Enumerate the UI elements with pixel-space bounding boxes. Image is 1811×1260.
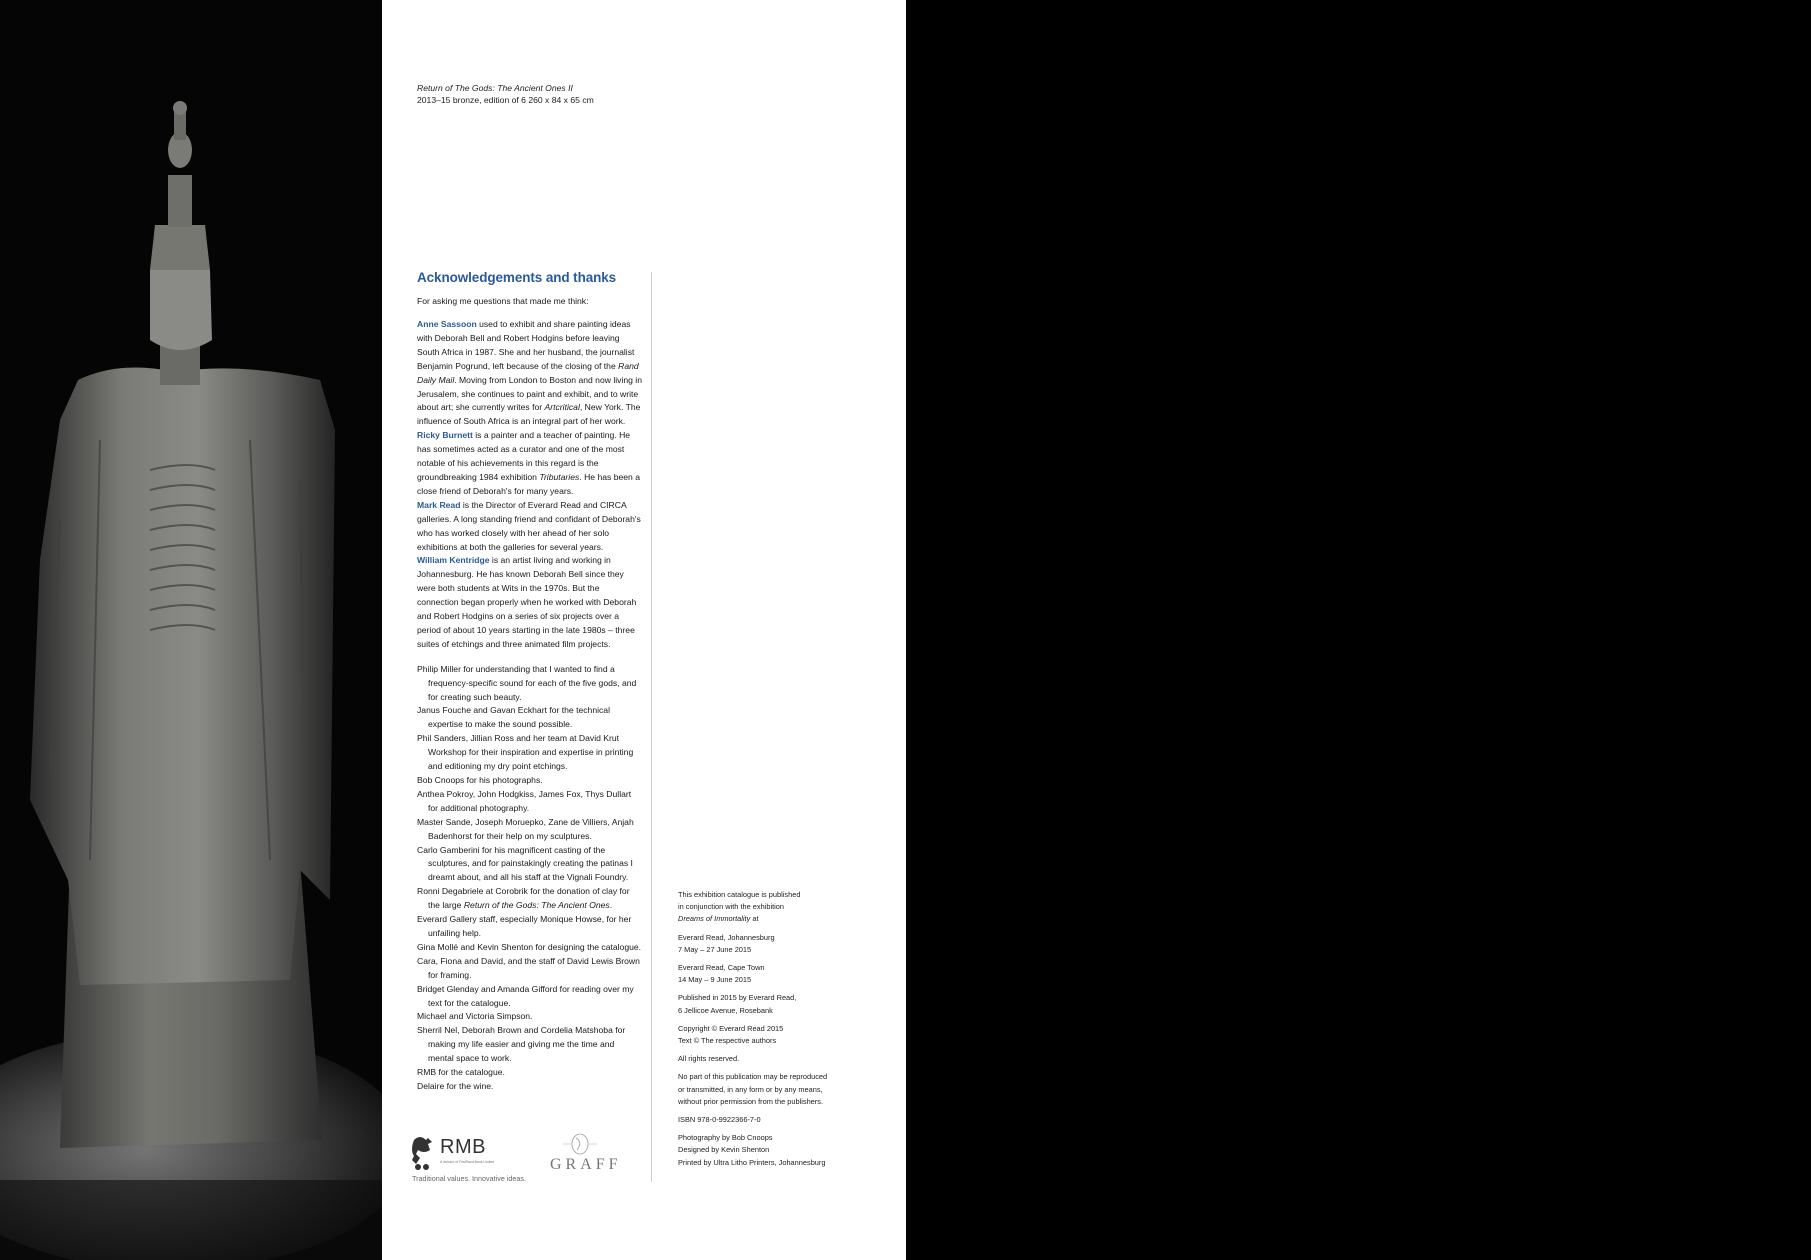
acknowledgements-heading: Acknowledgements and thanks — [417, 270, 617, 285]
colophon-publisher: Published in 2015 by Everard Read, 6 Jellicoe Avenue, Rosebank — [678, 993, 797, 1015]
bio-name: Mark Read — [417, 499, 461, 510]
sculpture-photo — [0, 0, 382, 1260]
thanks-item: Everard Gallery staff, especially Monique Howse, for her unfailing help. — [417, 914, 632, 938]
thanks-item: Michael and Victoria Simpson. — [417, 1011, 533, 1022]
blank-right-area — [906, 0, 1811, 1260]
colophon — [678, 889, 863, 1175]
sculpture-image — [0, 0, 382, 1260]
thanks-item: RMB for the catalogue. — [417, 1067, 505, 1078]
thanks-item: Philip Miller for understanding that I wanted to find a frequency-specific sound for each of the five gods, and for creating such beauty. — [417, 663, 637, 702]
bio-mark-read: Mark Read is the Director of Everard Read and CIRCA galleries. A long standing friend and confidant of Deborah's who has worked closely with her ahead of her solo exhibitions at both the galleries for several years. — [417, 499, 641, 552]
bio-name: William Kentridge — [417, 555, 490, 566]
colophon-notice: No part of this publication may be reproduced or transmitted, in any form or by any means, without prior permission from the publishers. — [678, 1072, 828, 1106]
thanks-item: Carlo Gamberini for his magnificent casting of the sculptures, and for painstakingly creating the patinas I dreamt about, and all his staff at the Vignali Foundry. — [417, 844, 633, 883]
bio-ricky-burnett: Ricky Burnett is a painter and a teacher of painting. He has sometimes acted as a curator and one of the most notable of his achievements in this regard is the groundbreaking 1984 exhibition Tributaries. He has been a close friend of Deborah's for many years. — [417, 430, 640, 496]
thanks-item: Phil Sanders, Jillian Ross and her team at David Krut Workshop for their inspiration and expertise in printing and editioning my dry point etchings. — [417, 733, 634, 772]
thanks-item: Sherril Nel, Deborah Brown and Cordelia Matshoba for making my life easier and giving me the time and mental space to work. — [417, 1025, 626, 1064]
colophon-copyright: Copyright © Everard Read 2015 Text © The respective authors — [678, 1023, 784, 1046]
thanks-item: Master Sande, Joseph Moruepko, Zane de Villiers, Anjah Badenhorst for their help on my sculptures. — [417, 816, 634, 841]
thanks-item: Delaire for the wine. — [417, 1080, 494, 1091]
thanks-item: Gina Mollé and Kevin Shenton for designing the catalogue. — [417, 941, 642, 952]
column-divider — [651, 272, 652, 1182]
artwork-details: 2013–15 bronze, edition of 6 260 x 84 x 65 cm — [417, 95, 594, 105]
bio-anne-sassoon: Anne Sassoon used to exhibit and share painting ideas with Deborah Bell and Robert Hodgins before leaving South Africa in 1987. She and her husband, the journalist Benjamin Pogrund, left because of the closing of the Rand Daily Mail. Moving from London to Boston and now living in Jerusalem, she continues to paint and exhibit, and to write about art; she currently writes for Artcritical, New York. The influence of South Africa is an integral part of her work. — [417, 319, 642, 427]
rmb-subtitle: A division of FirstRand Bank Limited — [440, 1160, 495, 1164]
colophon-credits: Photography by Bob Cnoops Designed by Kevin Shenton Printed by Ultra Litho Printers, Johannesburg — [678, 1133, 826, 1167]
colophon-isbn: ISBN 978-0-9922366-7-0 — [678, 1115, 761, 1125]
rmb-lion-icon — [410, 1134, 438, 1170]
thanks-item: Cara, Fiona and David, and the staff of David Lewis Brown for framing. — [417, 955, 640, 980]
rmb-logo: RMB — [440, 1136, 486, 1158]
acknowledgements-section — [417, 270, 642, 1094]
thanks-item: Ronni Degabriele at Corobrik for the donation of clay for the large Return of the Gods: The Ancient Ones. — [417, 886, 630, 911]
graff-logo: GRAFF — [550, 1156, 622, 1173]
thanks-item: Bob Cnoops for his photographs. — [417, 775, 543, 785]
thanks-list — [417, 663, 642, 1094]
colophon-rights: All rights reserved. — [678, 1054, 740, 1064]
sponsor-logos — [410, 1132, 640, 1188]
bio-william-kentridge: William Kentridge is an artist living and working in Johannesburg. He has known Deborah Bell since they were both students at Wits in the 1970s. But the connection began properly when he worked with Deborah and Robert Hodgins on a series of six projects over a period of about 10 years starting in the late 1980s – three suites of etchings and three animated film projects. — [417, 555, 637, 649]
colophon-venue-jhb: Everard Read, Johannesburg 7 May – 27 June 2015 — [678, 932, 775, 954]
colophon-publication-note: This exhibition catalogue is published in conjunction with the exhibition Dreams of Immortality at — [678, 890, 801, 924]
bio-name: Anne Sassoon — [417, 319, 477, 329]
colophon-venue-ct: Everard Read, Cape Town 14 May – 9 June 2015 — [678, 963, 765, 985]
acknowledgements-intro: For asking me questions that made me think: — [417, 296, 589, 306]
thanks-item: Anthea Pokroy, John Hodgkiss, James Fox, Thys Dullart for additional photography. — [417, 788, 632, 813]
artwork-title: Return of The Gods: The Ancient Ones II — [417, 83, 573, 93]
exhibition-title: Dreams of Immortality — [678, 914, 751, 924]
thanks-item: Bridget Glenday and Amanda Gifford for reading over my text for the catalogue. — [417, 983, 634, 1008]
catalogue-page — [382, 0, 906, 1260]
thanks-item: Janus Fouche and Gavan Eckhart for the technical expertise to make the sound possible. — [417, 705, 610, 730]
rmb-tagline: Traditional values. Innovative ideas. — [412, 1174, 526, 1183]
delaire-crest-icon — [563, 1132, 597, 1156]
bio-name: Ricky Burnett — [417, 430, 473, 441]
artwork-caption — [417, 82, 594, 106]
